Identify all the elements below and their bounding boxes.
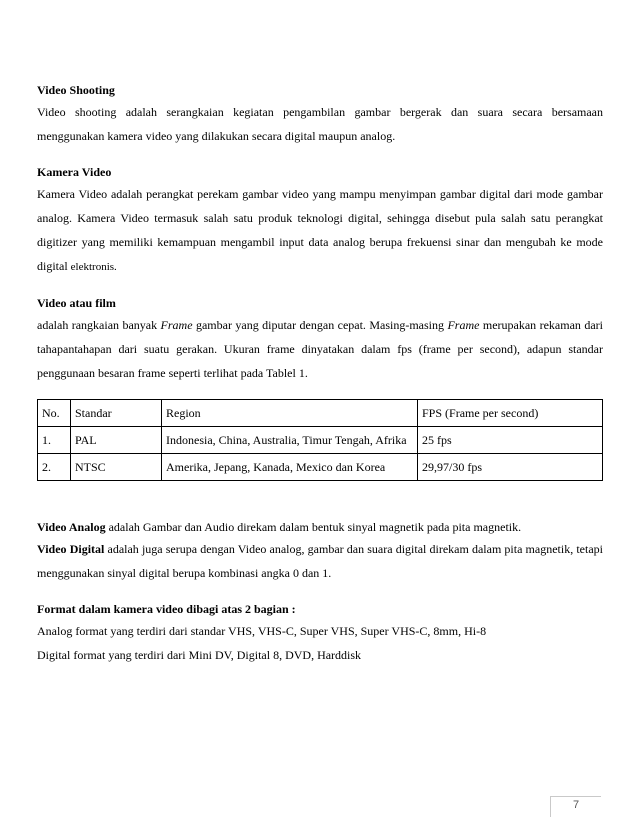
heading-video-shooting: Video Shooting bbox=[37, 83, 115, 97]
table-header-row bbox=[38, 400, 603, 427]
text-video-digital: adalah juga serupa dengan Video analog, gambar dan suara digital direkam dalam pita magnetik, tetapi menggunakan sinyal digital berupa kombinasi angka 0 dan 1. bbox=[37, 542, 604, 580]
italic-frame-term: Frame bbox=[447, 318, 480, 332]
table-header-cell: No. bbox=[38, 400, 71, 427]
heading-kamera-video: Kamera Video bbox=[37, 165, 112, 179]
table-cell: Indonesia, China, Australia, Timur Tengah, Afrika bbox=[162, 427, 418, 454]
text-segment: gambar yang diputar dengan cepat. Masing-masing bbox=[192, 318, 448, 332]
table-row bbox=[38, 454, 603, 481]
table-cell: 2. bbox=[38, 454, 71, 481]
table-header-cell: FPS (Frame per second) bbox=[418, 400, 603, 427]
label-video-digital: Video Digital bbox=[37, 542, 105, 556]
paragraph-kamera-video bbox=[37, 182, 603, 279]
heading-format: Format dalam kamera video dibagi atas 2 bagian : bbox=[37, 602, 296, 616]
table-cell: 29,97/30 fps bbox=[418, 454, 603, 481]
text-segment: adalah rangkaian banyak bbox=[37, 318, 161, 332]
paragraph-video-film bbox=[37, 313, 603, 385]
paragraph-digital-format: Digital format yang terdiri dari Mini DV, Digital 8, DVD, Harddisk bbox=[37, 648, 362, 662]
text-video-analog: adalah Gambar dan Audio direkam dalam bentuk sinyal magnetik pada pita magnetik. bbox=[105, 520, 522, 534]
page-content bbox=[37, 80, 603, 667]
paragraph-kamera-video-tail: elektronis. bbox=[70, 261, 117, 273]
fps-standard-table bbox=[37, 399, 603, 481]
italic-frame-term: Frame bbox=[160, 318, 193, 332]
table-cell: Amerika, Jepang, Kanada, Mexico dan Korea bbox=[162, 454, 418, 481]
table-cell: NTSC bbox=[71, 454, 162, 481]
table-header-cell: Standar bbox=[71, 400, 162, 427]
paragraph-video-analog bbox=[37, 517, 603, 537]
table-row bbox=[38, 427, 603, 454]
heading-video-film: Video atau film bbox=[37, 296, 116, 310]
paragraph-video-shooting: Video shooting adalah serangkaian kegiatan pengambilan gambar bergerak dan suara secara bersamaan menggunakan kamera video yang dilakukan secara digital maupun analog. bbox=[37, 105, 603, 143]
page-number-box bbox=[550, 796, 601, 817]
label-video-analog: Video Analog bbox=[37, 520, 106, 534]
paragraph-video-digital bbox=[37, 537, 603, 585]
text-segment: merupakan rekaman dari tahapantahapan dari suatu gerakan. Ukuran frame dinyatakan dalam fps (frame per second), adapun standar penggunaan besaran frame seperti terlihat pada Tablel 1. bbox=[37, 318, 603, 380]
table-cell: 25 fps bbox=[418, 427, 603, 454]
table-cell: PAL bbox=[71, 427, 162, 454]
table-cell: 1. bbox=[38, 427, 71, 454]
paragraph-kamera-video-main: Kamera Video adalah perangkat perekam gambar video yang mampu menyimpan gambar digital dari mode gambar analog. Kamera Video termasuk salah satu produk teknologi digital, sehingga disebut pula salah satu perangkat digitizer yang memiliki kemampuan mengambil input data analog berupa frekuensi sinar dan mengubah ke mode digital bbox=[37, 187, 603, 273]
paragraph-analog-format: Analog format yang terdiri dari standar VHS, VHS-C, Super VHS, Super VHS-C, 8mm, Hi-8 bbox=[37, 624, 487, 638]
table-header-cell: Region bbox=[162, 400, 418, 427]
page-number: 7 bbox=[572, 799, 580, 811]
